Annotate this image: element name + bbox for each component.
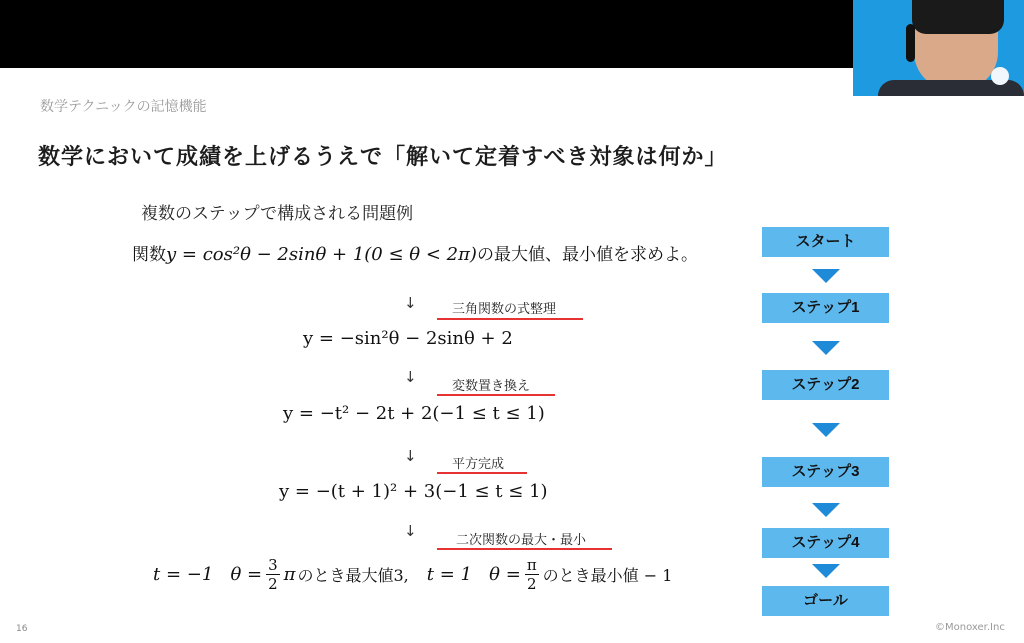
problem-statement	[132, 240, 698, 265]
section-title: 複数のステップで構成される問題例	[141, 204, 414, 224]
min-condition: t = 1 θ =	[426, 564, 521, 585]
step-underline-2	[437, 394, 555, 396]
step-underline-3	[437, 472, 527, 474]
max-frac-numerator: 3	[268, 556, 278, 574]
flow-box-step1: ステップ1	[762, 293, 889, 323]
step-label-3: 平方完成	[452, 457, 505, 472]
flow-arrow-icon	[812, 503, 840, 517]
max-frac-denominator: 2	[268, 575, 278, 593]
logo-icon	[991, 67, 1009, 85]
flow-arrow-icon	[812, 564, 840, 578]
min-fraction	[525, 556, 539, 593]
step-underline-4	[437, 548, 612, 550]
problem-formula: y = cos²θ − 2sinθ + 1(0 ≤ θ < 2π)	[166, 244, 477, 265]
max-pi: π	[283, 564, 296, 585]
step-equation-3: y = −(t + 1)² + 3(−1 ≤ t ≤ 1)	[279, 481, 548, 502]
max-condition: t = −1 θ =	[153, 564, 263, 585]
min-frac-numerator: π	[526, 556, 537, 574]
flow-arrow-icon	[812, 269, 840, 283]
flow-box-step2: ステップ2	[762, 370, 889, 400]
step-equation-2: y = −t² − 2t + 2(−1 ≤ t ≤ 1)	[283, 403, 545, 424]
slide-number: 16	[16, 624, 28, 634]
step-equation-1: y = −sin²θ − 2sinθ + 2	[303, 328, 513, 349]
flow-box-step4: ステップ4	[762, 528, 889, 558]
flow-box-step3: ステップ3	[762, 457, 889, 487]
max-text: のとき最大値3,	[297, 566, 409, 585]
min-text: のとき最小値 − 1	[542, 566, 673, 585]
presenter-hair	[912, 0, 1004, 34]
step-underline-1	[437, 318, 583, 320]
copyright: ©Monoxer.Inc	[935, 622, 1005, 633]
headset-icon	[906, 24, 915, 62]
flow-box-goal: ゴール	[762, 586, 889, 616]
down-arrow-icon: ↓	[404, 294, 417, 312]
max-fraction	[266, 556, 280, 593]
down-arrow-icon: ↓	[404, 447, 417, 465]
step-label-1: 三角関数の式整理	[452, 302, 557, 317]
slide-subtitle: 数学テクニックの記憶機能	[40, 99, 207, 115]
problem-prefix: 関数	[132, 245, 166, 265]
step-label-2: 変数置き換え	[452, 379, 531, 394]
flow-arrow-icon	[812, 423, 840, 437]
flow-box-start: スタート	[762, 227, 889, 257]
min-frac-denominator: 2	[526, 575, 537, 593]
down-arrow-icon: ↓	[404, 522, 417, 540]
final-answer	[153, 556, 672, 593]
step-label-4: 二次関数の最大・最小	[456, 533, 587, 548]
slide-headline: 数学において成績を上げるうえで「解いて定着すべき対象は何か」	[38, 145, 728, 170]
down-arrow-icon: ↓	[404, 368, 417, 386]
problem-suffix: の最大値、最小値を求めよ。	[476, 245, 698, 265]
flow-arrow-icon	[812, 341, 840, 355]
